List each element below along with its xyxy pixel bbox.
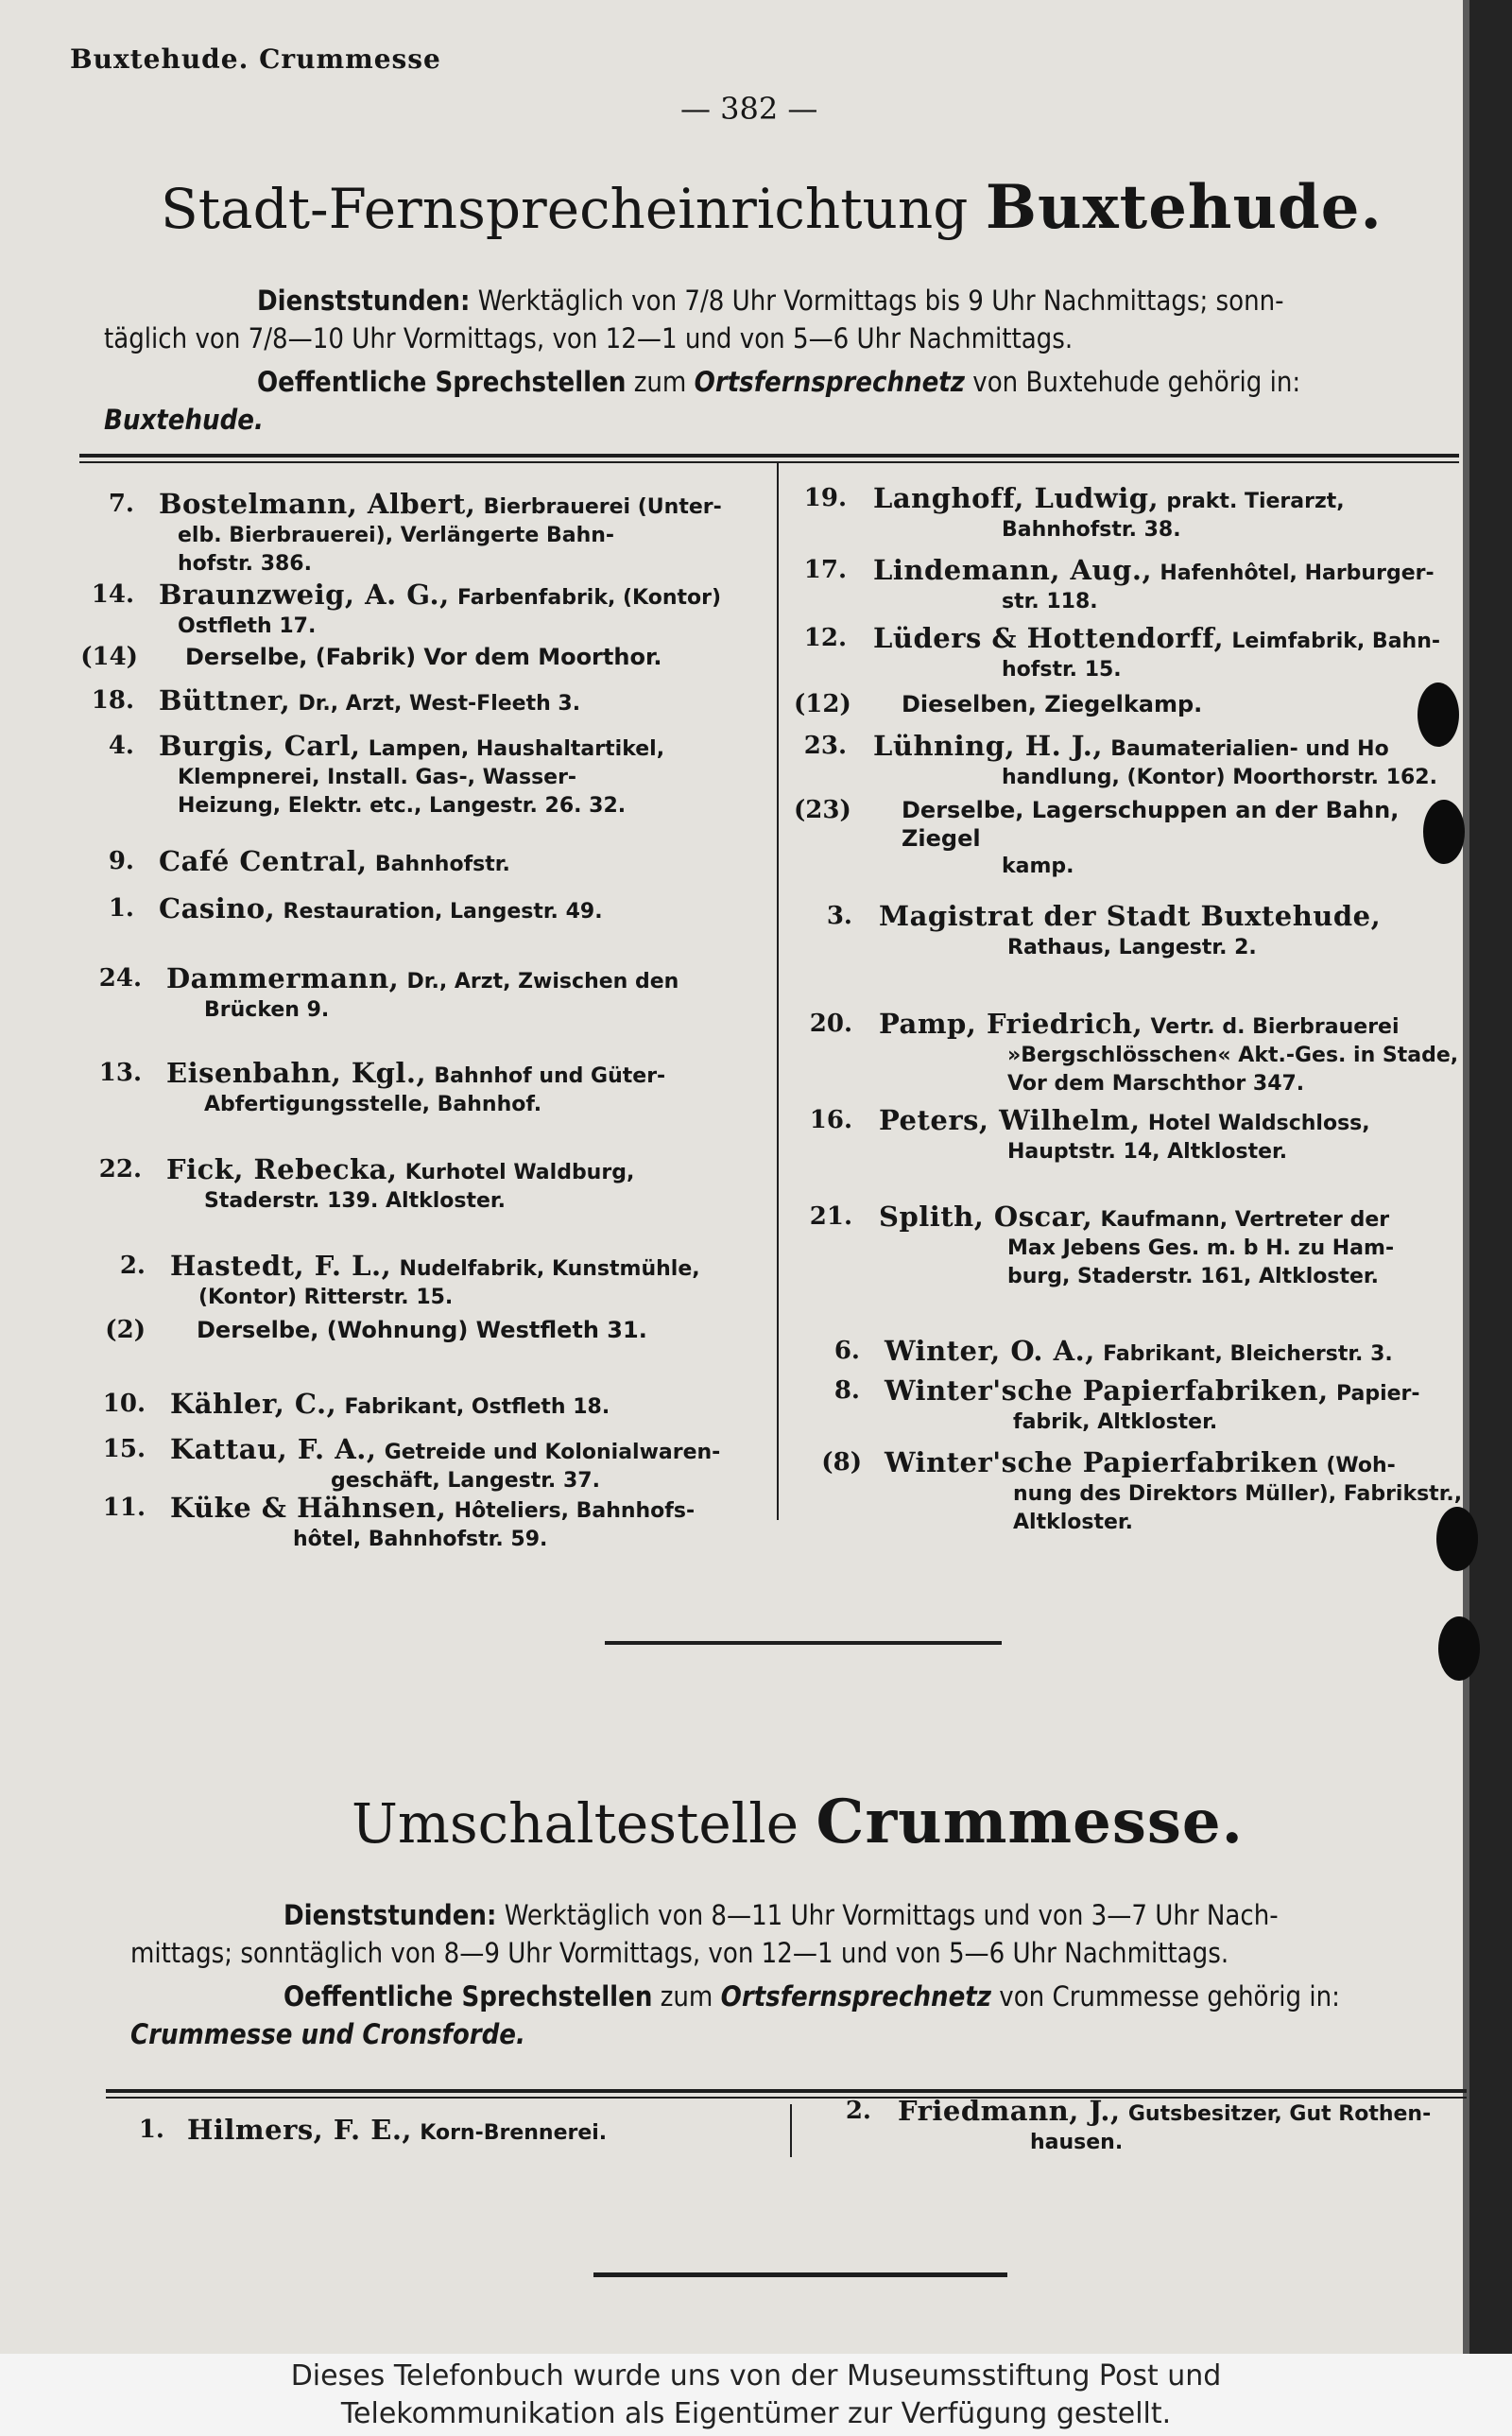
public-tail: von Crummesse gehörig in:: [999, 1980, 1340, 2013]
list-item: [79, 1435, 760, 1492]
entry-name: Splith, Oscar,: [879, 1201, 1093, 1233]
entry-desc: Lampen, Haushaltartikel,: [368, 737, 665, 761]
entry-number: 10.: [102, 1390, 146, 1418]
entry-desc: Fabrikant, Bleicherstr. 3.: [1103, 1342, 1393, 1366]
binding-hole: [1438, 1616, 1480, 1681]
list-item: [794, 484, 1465, 541]
entry-number: 3.: [826, 902, 852, 930]
entry-number: 8.: [833, 1376, 860, 1405]
entry-number: 9.: [108, 847, 134, 875]
entry-name: Küke & Hähnsen,: [170, 1492, 447, 1524]
page-edge-dark: [1469, 0, 1512, 2354]
list-item: [794, 1010, 1465, 1095]
entry-number: 1.: [138, 2116, 164, 2144]
entry-number: 2.: [845, 2097, 871, 2125]
service-hours-buxtehude: [104, 282, 1441, 439]
public-place: Crummesse und Cronsforde.: [130, 2018, 525, 2050]
entry-text: Dieselben, Ziegelkamp.: [902, 691, 1203, 717]
public-place: Buxtehude.: [104, 404, 264, 436]
entry-number: 4.: [108, 732, 134, 760]
entry-cont: kamp.: [1002, 855, 1074, 878]
entry-number: 12.: [803, 624, 847, 652]
entry-name: Burgis, Carl,: [159, 730, 361, 762]
entry-desc: Farbenfabrik, (Kontor): [457, 586, 722, 610]
entry-cont: geschäft, Langestr. 37.: [331, 1469, 600, 1493]
public-mid: zum: [633, 366, 687, 398]
list-item: [811, 2097, 1472, 2153]
entry-number: 21.: [809, 1202, 852, 1231]
entry-name: Fick, Rebecka,: [166, 1153, 398, 1185]
section-end-rule: [605, 1641, 1002, 1645]
entry-text: Derselbe, Lagerschuppen an der Bahn, Ziegel: [902, 797, 1400, 852]
entry-text: Derselbe, (Wohnung) Westfleth 31.: [197, 1317, 647, 1343]
entry-cont: »Bergschlösschen« Akt.-Ges. in Stade,: [1007, 1044, 1459, 1067]
binding-hole: [1423, 800, 1465, 864]
entry-desc: Gutsbesitzer, Gut Rothen-: [1127, 2102, 1432, 2126]
entry-cont: Ostfleth 17.: [178, 614, 317, 638]
entry-cont: hausen.: [1030, 2131, 1124, 2154]
entry-name: Eisenbahn, Kgl.,: [166, 1057, 427, 1089]
entry-desc: (Woh-: [1326, 1454, 1396, 1477]
public-label: Oeffentliche Sprechstellen: [257, 366, 627, 398]
list-item: [794, 1376, 1465, 1433]
list-item: [79, 1390, 760, 1418]
entry-name: Kattau, F. A.,: [170, 1433, 377, 1465]
entry-name: Café Central,: [159, 845, 368, 877]
section-end-rule-crummesse: [593, 2272, 1007, 2277]
entry-cont: burg, Staderstr. 161, Altkloster.: [1007, 1265, 1380, 1288]
list-item: [794, 556, 1465, 613]
entry-desc: Kurhotel Waldburg,: [404, 1161, 635, 1184]
list-item: [794, 1106, 1465, 1163]
footer-line2: Telekommunikation als Eigentümer zur Verfügung gestellt.: [340, 2397, 1172, 2430]
entry-name: Lüders & Hottendorff,: [873, 622, 1225, 654]
list-item: [794, 902, 1465, 959]
list-item: [79, 847, 760, 875]
entry-desc: Nudelfabrik, Kunstmühle,: [399, 1257, 700, 1281]
list-item: [794, 1202, 1465, 1287]
column-divider: [777, 461, 779, 1520]
page-number: — 382 —: [680, 91, 818, 127]
list-item: [79, 1059, 760, 1115]
list-item: [79, 490, 760, 575]
entry-cont: hofstr. 386.: [178, 552, 312, 576]
entry-desc: Dr., Arzt, Zwischen den: [406, 970, 679, 993]
entry-name: Winter, O. A.,: [885, 1335, 1095, 1367]
entry-cont: handlung, (Kontor) Moorthorstr. 162.: [1002, 766, 1437, 789]
table-top-rule: [79, 454, 1459, 458]
entry-cont: nung des Direktors Müller), Fabrikstr.,: [1013, 1482, 1463, 1506]
list-item: [794, 732, 1465, 788]
entry-number: (14): [80, 643, 138, 671]
entry-desc: Restauration, Langestr. 49.: [283, 900, 603, 924]
column-divider-crummesse: [790, 2104, 792, 2157]
table-top-rule-thin: [79, 461, 1459, 463]
entry-number: 16.: [809, 1106, 852, 1134]
entry-name: Dammermann,: [166, 962, 400, 994]
entry-cont: Altkloster.: [1013, 1511, 1133, 1534]
title-place: Crummesse.: [816, 1787, 1244, 1857]
entry-name: Peters, Wilhelm,: [879, 1104, 1141, 1136]
binding-hole: [1436, 1507, 1478, 1571]
entry-number: (12): [794, 690, 851, 718]
entry-desc: Hôteliers, Bahnhofs-: [454, 1499, 696, 1523]
hours-line1: Werktäglich von 8—11 Uhr Vormittags und von 3—7 Uhr Nach-: [504, 1899, 1279, 1931]
entry-number: 11.: [102, 1494, 146, 1522]
entry-desc: Korn-Brennerei.: [420, 2121, 608, 2145]
entry-desc: Hotel Waldschloss,: [1147, 1112, 1370, 1135]
entry-desc: Dr., Arzt, West-Fleeth 3.: [298, 692, 581, 716]
hours-line2: täglich von 7/8—10 Uhr Vormittags, von 12—1 und von 5—6 Uhr Nachmittags.: [104, 322, 1074, 354]
entry-cont: elb. Bierbrauerei), Verlängerte Bahn-: [178, 524, 615, 547]
list-item: [79, 894, 760, 923]
hours-line2: mittags; sonntäglich von 8—9 Uhr Vormittags, von 12—1 und von 5—6 Uhr Nachmittags.: [130, 1937, 1229, 1969]
public-mid: zum: [660, 1980, 713, 2013]
title-place: Buxtehude.: [985, 172, 1383, 243]
entry-number: 6.: [833, 1337, 860, 1365]
entry-name: Braunzweig, A. G.,: [159, 579, 450, 611]
entry-desc: Bahnhof und Güter-: [434, 1064, 666, 1088]
entry-number: 24.: [98, 964, 142, 993]
title-prefix: Stadt-Fernsprecheinrichtung: [161, 177, 969, 241]
entry-name: Kähler, C.,: [170, 1388, 337, 1420]
entry-number: 23.: [803, 732, 847, 760]
entry-cont: Bahnhofstr. 38.: [1002, 518, 1181, 542]
list-item: [794, 624, 1465, 681]
entry-cont: Max Jebens Ges. m. b H. zu Ham-: [1007, 1236, 1395, 1260]
entry-name: Bostelmann, Albert,: [159, 488, 476, 520]
entry-name: Lühning, H. J.,: [873, 730, 1103, 762]
entry-name: Casino,: [159, 892, 276, 924]
entry-name: Pamp, Friedrich,: [879, 1008, 1143, 1040]
entry-name: Langhoff, Ludwig,: [873, 482, 1160, 514]
list-item: [79, 1155, 760, 1212]
entry-number: 17.: [803, 556, 847, 584]
entry-cont: Rathaus, Langestr. 2.: [1007, 936, 1257, 959]
entry-cont: Hauptstr. 14, Altkloster.: [1007, 1140, 1288, 1164]
entry-desc: Bierbrauerei (Unter-: [483, 495, 722, 519]
public-net: Ortsfernsprechnetz: [720, 1980, 991, 2013]
footer-line1: Dieses Telefonbuch wurde uns von der Museumsstiftung Post und: [290, 2359, 1222, 2393]
list-item: [794, 1337, 1465, 1365]
entry-cont: Abfertigungsstelle, Bahnhof.: [204, 1093, 542, 1116]
entry-desc: Getreide und Kolonialwaren-: [384, 1441, 721, 1464]
entry-number: 20.: [809, 1010, 852, 1038]
entry-cont: str. 118.: [1002, 590, 1098, 613]
entry-number: 18.: [91, 686, 134, 715]
entry-text: Derselbe, (Fabrik) Vor dem Moorthor.: [185, 644, 662, 670]
hours-line1: Werktäglich von 7/8 Uhr Vormittags bis 9 Uhr Nachmittags; sonn-: [477, 285, 1284, 317]
entry-number: 14.: [91, 580, 134, 609]
entry-number: 13.: [98, 1059, 142, 1087]
hours-label: Dienststunden:: [284, 1899, 497, 1931]
entry-number: (8): [821, 1448, 862, 1477]
entry-number: 22.: [98, 1155, 142, 1183]
entry-cont: hôtel, Bahnhofstr. 59.: [293, 1528, 548, 1551]
section-title-buxtehude: [161, 172, 1383, 243]
entry-desc: Vertr. d. Bierbrauerei: [1150, 1015, 1400, 1039]
list-item: [794, 690, 1465, 718]
public-tail: von Buxtehude gehörig in:: [972, 366, 1301, 398]
entry-desc: Bahnhofstr.: [374, 853, 510, 876]
list-item: [106, 2116, 777, 2144]
entry-cont: Klempnerei, Install. Gas-, Wasser-: [178, 766, 577, 789]
public-net: Ortsfernsprechnetz: [694, 366, 965, 398]
entry-cont: Staderstr. 139. Altkloster.: [204, 1189, 506, 1213]
list-item: [79, 964, 760, 1021]
entry-name: Hastedt, F. L.,: [170, 1250, 392, 1282]
entry-cont: Vor dem Marschthor 347.: [1007, 1072, 1305, 1096]
entry-name: Friedmann, J.,: [898, 2095, 1121, 2127]
list-item: [79, 643, 760, 671]
list-item: [79, 580, 760, 637]
entry-number: (2): [105, 1316, 146, 1344]
entry-name: Winter'sche Papierfabriken,: [885, 1374, 1329, 1407]
entry-desc: prakt. Tierarzt,: [1166, 490, 1345, 513]
entry-name: Magistrat der Stadt Buxtehude,: [879, 900, 1382, 932]
running-head: Buxtehude. Crummesse: [70, 43, 441, 75]
entry-desc: Leimfabrik, Bahn-: [1231, 630, 1441, 653]
entry-number: 1.: [108, 894, 134, 923]
entry-name: Büttner,: [159, 684, 291, 717]
binding-hole: [1418, 682, 1459, 747]
title-prefix: Umschaltestelle: [352, 1791, 799, 1856]
entry-number: 7.: [108, 490, 134, 518]
entry-name: Winter'sche Papierfabriken: [885, 1446, 1319, 1478]
list-item: [79, 1252, 760, 1308]
entry-number: 2.: [119, 1252, 146, 1280]
entry-name: Lindemann, Aug.,: [873, 554, 1153, 586]
list-item: [79, 732, 760, 817]
entry-cont: (Kontor) Ritterstr. 15.: [198, 1286, 454, 1309]
entry-cont: Brücken 9.: [204, 998, 330, 1022]
section-title-crummesse: [352, 1787, 1244, 1857]
list-item: [79, 1494, 760, 1550]
public-label: Oeffentliche Sprechstellen: [284, 1980, 653, 2013]
entry-number: 19.: [803, 484, 847, 512]
footer-notice: [0, 2354, 1512, 2436]
entry-desc: Fabrikant, Ostfleth 18.: [344, 1395, 610, 1419]
entry-cont: hofstr. 15.: [1002, 658, 1122, 682]
entry-cont: Heizung, Elektr. etc., Langestr. 26. 32.: [178, 794, 627, 818]
entry-desc: Hafenhôtel, Harburger-: [1160, 561, 1435, 585]
list-item: [79, 1316, 760, 1344]
entry-cont: fabrik, Altkloster.: [1013, 1410, 1218, 1434]
entry-number: (23): [794, 796, 851, 824]
entry-desc: Kaufmann, Vertreter der: [1100, 1208, 1390, 1232]
service-hours-crummesse: [130, 1896, 1468, 2053]
entry-desc: Baumaterialien- und Ho: [1110, 737, 1389, 761]
table-top-rule-crummesse: [106, 2089, 1467, 2093]
hours-label: Dienststunden:: [257, 285, 471, 317]
entry-name: Hilmers, F. E.,: [187, 2114, 413, 2146]
entry-number: 15.: [102, 1435, 146, 1463]
entry-desc: Papier-: [1335, 1382, 1420, 1406]
list-item: [794, 796, 1465, 878]
list-item: [79, 686, 760, 715]
list-item: [794, 1448, 1465, 1533]
